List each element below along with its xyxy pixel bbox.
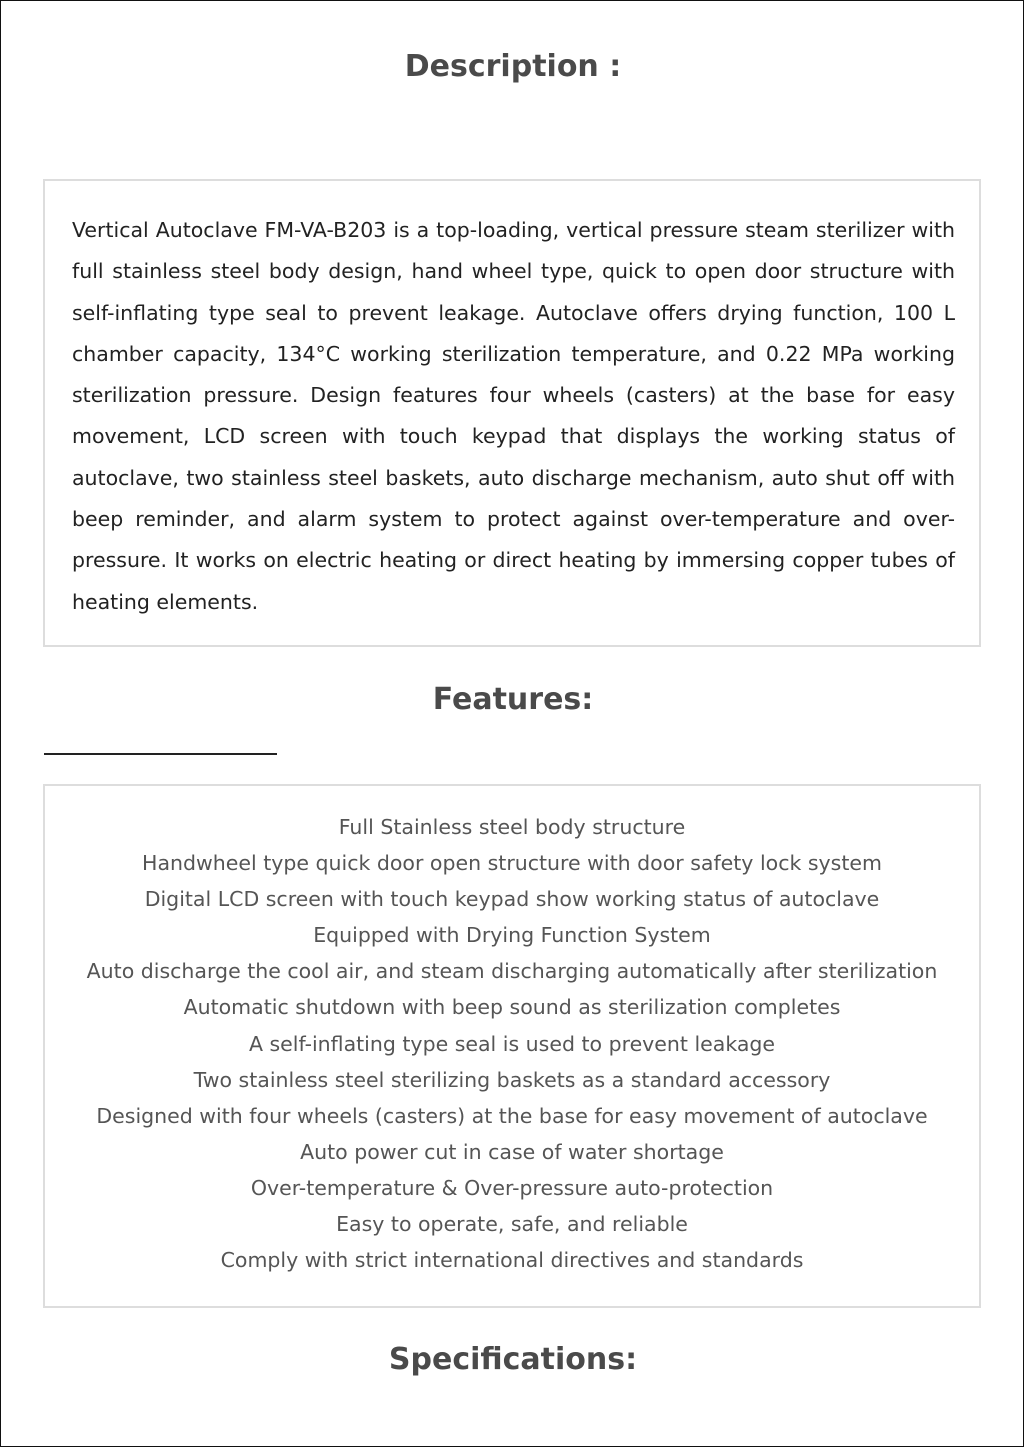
- description-text: Vertical Autoclave FM-VA-B203 is a top-loading, vertical pressure steam sterilizer with full stainless steel body design, hand wheel type, quick to open door structure with self-inflating type seal to prevent leakage. Autoclave offers drying function, 100 L chamber capacity, 134°C working sterilization temperature, and 0.22 MPa working sterilization pressure. Design features four wheels (casters) at the base for easy movement, LCD screen with touch keypad that displays the working status of autoclave, two stainless steel baskets, auto discharge mechanism, auto shut off with beep reminder, and alarm system to protect against over-temperature and over-pressure. It works on electric heating or direct heating by immersing copper tubes of heating elements.: [72, 218, 955, 614]
- features-heading: Features:: [432, 682, 594, 717]
- feature-item: Auto discharge the cool air, and steam discharging automatically after sterilization: [86, 959, 938, 984]
- feature-item: Full Stainless steel body structure: [338, 815, 686, 839]
- feature-item: Designed with four wheels (casters) at the base for easy movement of autoclave: [96, 1103, 928, 1128]
- feature-item: Two stainless steel sterilizing baskets as a standard accessory: [193, 1067, 831, 1092]
- features-box: [43, 784, 981, 1308]
- description-heading: Description :: [404, 49, 622, 84]
- feature-item: Over-temperature & Over-pressure auto-protection: [250, 1175, 774, 1200]
- section-divider: [44, 753, 277, 755]
- feature-item: Handwheel type quick door open structure with door safety lock system: [142, 851, 882, 876]
- feature-item: A self-inflating type seal is used to prevent leakage: [248, 1031, 776, 1056]
- feature-item: Automatic shutdown with beep sound as sterilization completes: [183, 995, 841, 1020]
- specifications-heading: Specifications:: [388, 1342, 638, 1377]
- feature-item: Digital LCD screen with touch keypad show working status of autoclave: [144, 887, 880, 912]
- feature-item: Equipped with Drying Function System: [313, 923, 711, 948]
- description-box: [43, 179, 981, 647]
- features-list: [45, 809, 979, 1278]
- feature-item: Comply with strict international directives and standards: [220, 1248, 804, 1273]
- feature-item: Easy to operate, safe, and reliable: [336, 1212, 688, 1237]
- feature-item: Auto power cut in case of water shortage: [300, 1139, 724, 1164]
